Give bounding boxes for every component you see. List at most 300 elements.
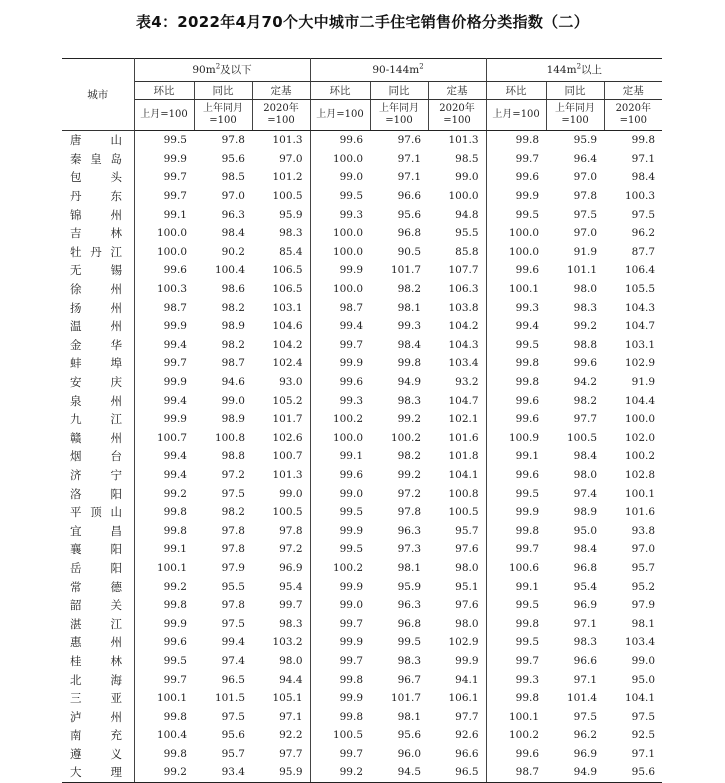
value-cell-small-yoy: 100.8 bbox=[214, 431, 245, 444]
value-cell-large-mom: 99.7 bbox=[486, 540, 546, 559]
value-cell-large-yoy: 98.4 bbox=[573, 543, 598, 556]
city-name-cell bbox=[62, 466, 134, 485]
table-row bbox=[62, 503, 662, 522]
value-cell-medium-yoy: 99.2 bbox=[397, 468, 422, 481]
value-cell-large-base: 98.4 bbox=[631, 171, 656, 184]
value-cell-small-base: 98.3 bbox=[279, 227, 303, 240]
value-cell-medium-mom: 99.9 bbox=[310, 261, 370, 280]
city-name: 秦皇岛 bbox=[70, 151, 122, 166]
value-cell-large-mom: 99.5 bbox=[486, 336, 546, 355]
value-cell-large-yoy: 101.1 bbox=[566, 264, 598, 277]
city-name: 南 充 bbox=[70, 728, 122, 743]
value-cell-large-mom: 100.6 bbox=[486, 559, 546, 578]
value-cell-medium-base: 104.1 bbox=[448, 468, 479, 481]
value-cell-small-yoy: 97.9 bbox=[221, 561, 245, 574]
value-cell-large-yoy: 94.9 bbox=[546, 763, 604, 782]
value-cell-large-yoy: 98.2 bbox=[573, 394, 598, 407]
value-cell-medium-yoy: 97.3 bbox=[397, 543, 422, 556]
table-row bbox=[62, 280, 662, 299]
value-cell-medium-base: 100.5 bbox=[448, 506, 479, 519]
table-row bbox=[62, 559, 662, 578]
table-row bbox=[62, 243, 662, 262]
city-name: 三 亚 bbox=[70, 691, 122, 706]
value-cell-medium-yoy: 98.1 bbox=[397, 561, 422, 574]
value-cell-small-base: 100.5 bbox=[272, 190, 303, 203]
subheader-mom: 环比 bbox=[486, 82, 546, 100]
value-cell-small-mom: 99.4 bbox=[163, 394, 187, 407]
base-fixed: 2020年 =100 bbox=[428, 100, 486, 131]
value-cell-large-base: 101.6 bbox=[624, 506, 656, 519]
table-row bbox=[62, 670, 662, 689]
city-name: 蚌 埠 bbox=[70, 356, 122, 371]
city-name: 济 宁 bbox=[70, 467, 122, 482]
city-name: 常 德 bbox=[70, 579, 122, 594]
value-cell-small-yoy: 98.2 bbox=[221, 506, 245, 519]
table-row bbox=[62, 261, 662, 280]
table-row bbox=[62, 726, 662, 745]
value-cell-medium-mom: 100.2 bbox=[310, 559, 370, 578]
city-name: 无 锡 bbox=[70, 263, 122, 278]
city-name-cell bbox=[62, 670, 134, 689]
city-name: 桂 林 bbox=[70, 653, 122, 668]
subheader-row bbox=[62, 82, 662, 100]
value-cell-small-base: 97.0 bbox=[279, 152, 303, 165]
table-row bbox=[62, 224, 662, 243]
table-row bbox=[62, 410, 662, 429]
value-cell-medium-yoy: 96.3 bbox=[397, 524, 422, 537]
value-cell-medium-yoy: 101.7 bbox=[390, 692, 422, 705]
value-cell-large-base: 104.3 bbox=[624, 301, 656, 314]
value-cell-large-mom: 99.4 bbox=[486, 317, 546, 336]
value-cell-medium-mom: 99.4 bbox=[310, 317, 370, 336]
value-cell-medium-base: 98.0 bbox=[455, 561, 479, 574]
value-cell-small-base: 102.6 bbox=[272, 431, 303, 444]
value-cell-small-yoy: 97.8 bbox=[221, 543, 245, 556]
value-cell-medium-yoy: 99.2 bbox=[397, 413, 422, 426]
value-cell-large-yoy: 98.0 bbox=[573, 283, 598, 296]
city-name: 湛 江 bbox=[70, 616, 122, 631]
value-cell-small-yoy: 98.9 bbox=[221, 320, 245, 333]
value-cell-small-mom: 100.1 bbox=[156, 692, 187, 705]
value-cell-large-base: 104.7 bbox=[624, 320, 656, 333]
value-cell-large-mom: 99.5 bbox=[486, 205, 546, 224]
value-cell-small-yoy: 93.4 bbox=[194, 763, 252, 782]
value-cell-small-mom: 99.6 bbox=[163, 636, 187, 649]
city-name: 襄 阳 bbox=[70, 542, 122, 557]
value-cell-large-mom: 99.8 bbox=[486, 373, 546, 392]
city-name: 锦 州 bbox=[70, 207, 122, 222]
value-cell-medium-yoy: 97.1 bbox=[397, 171, 422, 184]
value-cell-medium-mom: 99.7 bbox=[310, 614, 370, 633]
value-cell-medium-yoy: 94.5 bbox=[370, 763, 428, 782]
value-cell-small-base: 103.2 bbox=[272, 636, 303, 649]
value-cell-medium-base: 104.7 bbox=[448, 394, 479, 407]
value-cell-small-base: 106.5 bbox=[272, 283, 303, 296]
base-period-row bbox=[62, 100, 662, 131]
city-name: 九 江 bbox=[70, 412, 122, 427]
value-cell-medium-base: 103.4 bbox=[448, 357, 479, 370]
value-cell-large-mom: 99.1 bbox=[486, 577, 546, 596]
value-cell-medium-mom: 99.5 bbox=[310, 503, 370, 522]
value-cell-large-mom: 99.8 bbox=[486, 689, 546, 708]
city-name-cell bbox=[62, 447, 134, 466]
table-row bbox=[62, 336, 662, 355]
value-cell-small-base: 105.2 bbox=[272, 394, 303, 407]
value-cell-small-mom: 99.9 bbox=[163, 413, 187, 426]
city-name: 包 头 bbox=[70, 170, 122, 185]
city-name: 平顶山 bbox=[70, 505, 122, 520]
value-cell-medium-base: 103.8 bbox=[448, 301, 479, 314]
value-cell-medium-yoy: 95.6 bbox=[397, 729, 422, 742]
value-cell-large-mom: 99.5 bbox=[486, 484, 546, 503]
value-cell-medium-mom: 100.0 bbox=[310, 224, 370, 243]
value-cell-medium-yoy: 101.7 bbox=[390, 264, 422, 277]
value-cell-small-base: 99.7 bbox=[279, 599, 303, 612]
table-row bbox=[62, 131, 662, 150]
value-cell-small-yoy: 97.4 bbox=[221, 654, 245, 667]
value-cell-large-base: 102.8 bbox=[624, 468, 656, 481]
value-cell-large-mom: 99.3 bbox=[486, 298, 546, 317]
value-cell-large-yoy: 96.9 bbox=[573, 599, 598, 612]
value-cell-small-base: 93.0 bbox=[279, 376, 303, 389]
value-cell-large-mom: 100.0 bbox=[486, 224, 546, 243]
value-cell-large-yoy: 96.6 bbox=[573, 654, 598, 667]
value-cell-large-yoy: 95.0 bbox=[573, 524, 598, 537]
value-cell-small-yoy: 97.5 bbox=[221, 487, 245, 500]
value-cell-medium-yoy: 98.4 bbox=[397, 338, 422, 351]
city-name: 吉 林 bbox=[70, 226, 122, 241]
city-name: 徐 州 bbox=[70, 282, 122, 297]
city-name: 岳 阳 bbox=[70, 560, 122, 575]
table-row bbox=[62, 689, 662, 708]
city-name: 惠 州 bbox=[70, 635, 122, 650]
value-cell-large-mom: 99.6 bbox=[486, 391, 546, 410]
value-cell-small-base: 98.3 bbox=[279, 617, 303, 630]
value-cell-medium-yoy: 98.3 bbox=[397, 394, 422, 407]
city-name-cell bbox=[62, 429, 134, 448]
value-cell-small-yoy: 100.4 bbox=[214, 264, 245, 277]
value-cell-small-mom: 99.4 bbox=[163, 338, 187, 351]
subheader-yoy: 同比 bbox=[194, 82, 252, 100]
city-name-cell bbox=[62, 484, 134, 503]
value-cell-large-base: 93.8 bbox=[631, 524, 656, 537]
value-cell-medium-base: 102.9 bbox=[448, 636, 479, 649]
value-cell-medium-yoy: 90.5 bbox=[397, 245, 422, 258]
value-cell-medium-mom: 99.9 bbox=[310, 689, 370, 708]
city-name: 丹 东 bbox=[70, 189, 122, 204]
value-cell-small-base: 101.3 bbox=[272, 468, 303, 481]
value-cell-small-yoy: 98.5 bbox=[221, 171, 245, 184]
value-cell-medium-mom: 100.0 bbox=[310, 280, 370, 299]
value-cell-medium-base: 99.9 bbox=[455, 654, 479, 667]
value-cell-small-mom: 99.8 bbox=[163, 506, 187, 519]
value-cell-large-base: 106.4 bbox=[624, 264, 656, 277]
value-cell-small-base: 100.5 bbox=[272, 506, 303, 519]
value-cell-small-yoy: 95.5 bbox=[221, 580, 245, 593]
city-name-cell bbox=[62, 391, 134, 410]
value-cell-large-mom: 99.3 bbox=[486, 670, 546, 689]
value-cell-medium-mom: 100.0 bbox=[310, 429, 370, 448]
base-fixed: 2020年 =100 bbox=[604, 100, 662, 131]
value-cell-large-mom: 99.6 bbox=[486, 261, 546, 280]
value-cell-small-base: 101.7 bbox=[272, 413, 303, 426]
table-row bbox=[62, 168, 662, 187]
value-cell-small-yoy: 97.8 bbox=[221, 599, 245, 612]
value-cell-large-mom: 99.6 bbox=[486, 410, 546, 429]
value-cell-small-mom: 100.0 bbox=[156, 227, 187, 240]
value-cell-large-base: 95.0 bbox=[631, 673, 656, 686]
table-row bbox=[62, 150, 662, 169]
value-cell-medium-mom: 99.2 bbox=[310, 763, 370, 782]
value-cell-medium-base: 101.3 bbox=[448, 134, 479, 147]
value-cell-medium-base: 99.0 bbox=[455, 171, 479, 184]
value-cell-large-yoy: 97.7 bbox=[573, 413, 598, 426]
city-name-cell bbox=[62, 187, 134, 206]
value-cell-large-yoy: 101.4 bbox=[566, 692, 598, 705]
table-title: 表4：2022年4月70个大中城市二手住宅销售价格分类指数（二） bbox=[135, 13, 590, 31]
value-cell-large-mom: 100.0 bbox=[486, 243, 546, 262]
city-name-cell bbox=[62, 689, 134, 708]
value-cell-medium-mom: 99.7 bbox=[310, 745, 370, 764]
table-row bbox=[62, 745, 662, 764]
value-cell-small-yoy: 98.6 bbox=[221, 283, 245, 296]
value-cell-large-yoy: 98.3 bbox=[573, 636, 598, 649]
value-cell-small-base: 96.9 bbox=[279, 561, 303, 574]
value-cell-medium-mom: 99.0 bbox=[310, 168, 370, 187]
value-cell-medium-mom: 99.0 bbox=[310, 484, 370, 503]
city-name: 牡丹江 bbox=[70, 244, 122, 259]
value-cell-large-base: 100.3 bbox=[624, 190, 656, 203]
city-name: 宜 昌 bbox=[70, 523, 122, 538]
value-cell-small-yoy: 97.8 bbox=[221, 524, 245, 537]
value-cell-medium-mom: 98.7 bbox=[310, 298, 370, 317]
value-cell-large-base: 103.1 bbox=[624, 338, 656, 351]
value-cell-small-mom: 99.4 bbox=[163, 468, 187, 481]
value-cell-small-base: 98.0 bbox=[279, 654, 303, 667]
city-name: 赣 州 bbox=[70, 430, 122, 445]
table-body bbox=[62, 131, 662, 783]
price-index-table bbox=[62, 58, 662, 783]
value-cell-medium-base: 106.1 bbox=[448, 692, 479, 705]
base-yoy: 上年同月 =100 bbox=[194, 100, 252, 131]
value-cell-medium-base: 102.1 bbox=[448, 413, 479, 426]
value-cell-large-yoy: 97.0 bbox=[573, 227, 598, 240]
group-header-large: $144m^2$以上 bbox=[486, 59, 662, 82]
table-row bbox=[62, 373, 662, 392]
value-cell-large-yoy: 94.2 bbox=[573, 376, 598, 389]
value-cell-large-yoy: 95.9 bbox=[573, 134, 598, 147]
value-cell-medium-mom: 99.1 bbox=[310, 447, 370, 466]
value-cell-medium-yoy: 97.2 bbox=[397, 487, 422, 500]
city-name-cell bbox=[62, 336, 134, 355]
value-cell-large-base: 97.5 bbox=[631, 710, 656, 723]
base-mom: 上月=100 bbox=[486, 100, 546, 131]
city-name: 北 海 bbox=[70, 672, 122, 687]
city-name-cell bbox=[62, 652, 134, 671]
subheader-base: 定基 bbox=[604, 82, 662, 100]
value-cell-large-base: 104.1 bbox=[624, 692, 656, 705]
value-cell-medium-yoy: 96.0 bbox=[397, 747, 422, 760]
value-cell-medium-mom: 99.3 bbox=[310, 205, 370, 224]
table-row bbox=[62, 540, 662, 559]
value-cell-medium-yoy: 96.8 bbox=[397, 227, 422, 240]
table-row bbox=[62, 633, 662, 652]
value-cell-large-base: 97.5 bbox=[631, 208, 656, 221]
value-cell-large-mom: 99.9 bbox=[486, 187, 546, 206]
city-name: 金 华 bbox=[70, 337, 122, 352]
table-row bbox=[62, 763, 662, 782]
value-cell-large-yoy: 99.6 bbox=[573, 357, 598, 370]
value-cell-small-mom: 99.2 bbox=[163, 487, 187, 500]
value-cell-small-mom: 99.7 bbox=[163, 171, 187, 184]
value-cell-large-mom: 99.8 bbox=[486, 354, 546, 373]
value-cell-medium-mom: 99.7 bbox=[310, 652, 370, 671]
group-header-small: $90m^2$及以下 bbox=[134, 59, 310, 82]
city-name-cell bbox=[62, 280, 134, 299]
city-name-cell bbox=[62, 540, 134, 559]
value-cell-large-base: 96.2 bbox=[631, 227, 656, 240]
value-cell-large-mom: 100.1 bbox=[486, 280, 546, 299]
value-cell-small-base: 101.2 bbox=[272, 171, 303, 184]
value-cell-small-base: 95.9 bbox=[279, 208, 303, 221]
city-name-cell bbox=[62, 243, 134, 262]
value-cell-medium-base: 85.8 bbox=[455, 245, 479, 258]
value-cell-medium-base: 98.5 bbox=[455, 152, 479, 165]
value-cell-medium-mom: 99.6 bbox=[310, 131, 370, 150]
value-cell-medium-yoy: 94.9 bbox=[397, 376, 422, 389]
value-cell-large-yoy: 91.9 bbox=[573, 245, 598, 258]
value-cell-medium-base: 100.8 bbox=[448, 487, 479, 500]
value-cell-small-yoy: 90.2 bbox=[221, 245, 245, 258]
value-cell-small-mom: 99.1 bbox=[163, 543, 187, 556]
value-cell-small-mom: 99.2 bbox=[134, 763, 194, 782]
value-cell-medium-mom: 99.9 bbox=[310, 577, 370, 596]
value-cell-large-mom: 99.8 bbox=[486, 131, 546, 150]
value-cell-medium-yoy: 100.2 bbox=[390, 431, 422, 444]
city-name-cell bbox=[62, 317, 134, 336]
value-cell-small-base: 101.3 bbox=[272, 134, 303, 147]
value-cell-large-base: 100.0 bbox=[624, 413, 656, 426]
city-name-cell bbox=[62, 707, 134, 726]
subheader-yoy: 同比 bbox=[370, 82, 428, 100]
value-cell-large-mom: 99.5 bbox=[486, 633, 546, 652]
table-row bbox=[62, 447, 662, 466]
base-mom: 上月=100 bbox=[310, 100, 370, 131]
group-header-medium: $90-144m^2$ bbox=[310, 59, 486, 82]
value-cell-medium-mom: 99.6 bbox=[310, 466, 370, 485]
value-cell-large-yoy: 99.2 bbox=[573, 320, 598, 333]
value-cell-small-base: 99.0 bbox=[279, 487, 303, 500]
value-cell-small-yoy: 94.6 bbox=[221, 376, 245, 389]
price-index-table-wrapper bbox=[62, 58, 661, 783]
value-cell-small-mom: 99.8 bbox=[163, 747, 187, 760]
subheader-mom: 环比 bbox=[310, 82, 370, 100]
city-name: 洛 阳 bbox=[70, 486, 122, 501]
value-cell-large-mom: 99.8 bbox=[486, 521, 546, 540]
value-cell-large-base: 104.4 bbox=[624, 394, 656, 407]
value-cell-small-yoy: 99.0 bbox=[221, 394, 245, 407]
value-cell-large-base: 95.2 bbox=[631, 580, 656, 593]
value-cell-large-yoy: 96.4 bbox=[573, 152, 598, 165]
value-cell-medium-base: 93.2 bbox=[455, 376, 479, 389]
value-cell-large-base: 97.1 bbox=[631, 747, 656, 760]
value-cell-small-yoy: 97.2 bbox=[221, 468, 245, 481]
value-cell-large-yoy: 100.5 bbox=[566, 431, 598, 444]
city-name-cell bbox=[62, 224, 134, 243]
city-name: 泸 州 bbox=[70, 709, 122, 724]
value-cell-small-base: 97.2 bbox=[279, 543, 303, 556]
value-cell-large-base: 91.9 bbox=[631, 376, 656, 389]
value-cell-medium-base: 104.2 bbox=[448, 320, 479, 333]
value-cell-large-mom: 99.7 bbox=[486, 652, 546, 671]
value-cell-medium-mom: 100.0 bbox=[310, 243, 370, 262]
value-cell-large-yoy: 98.0 bbox=[573, 468, 598, 481]
value-cell-large-base: 102.0 bbox=[624, 431, 656, 444]
value-cell-medium-mom: 100.0 bbox=[310, 150, 370, 169]
value-cell-medium-base: 107.7 bbox=[448, 264, 479, 277]
value-cell-medium-yoy: 96.7 bbox=[397, 673, 422, 686]
value-cell-small-mom: 99.7 bbox=[163, 190, 187, 203]
value-cell-medium-base: 101.8 bbox=[448, 450, 479, 463]
value-cell-small-yoy: 99.4 bbox=[221, 636, 245, 649]
value-cell-small-yoy: 95.7 bbox=[221, 747, 245, 760]
value-cell-large-base: 105.5 bbox=[624, 283, 656, 296]
table-row bbox=[62, 577, 662, 596]
city-name-cell bbox=[62, 354, 134, 373]
value-cell-small-base: 97.7 bbox=[279, 747, 303, 760]
base-fixed: 2020年 =100 bbox=[252, 100, 310, 131]
value-cell-large-mom: 100.9 bbox=[486, 429, 546, 448]
city-name-cell bbox=[62, 726, 134, 745]
value-cell-small-yoy: 97.8 bbox=[221, 134, 245, 147]
value-cell-large-base: 95.6 bbox=[604, 763, 662, 782]
city-name: 韶 关 bbox=[70, 598, 122, 613]
value-cell-medium-yoy: 97.8 bbox=[397, 506, 422, 519]
value-cell-medium-yoy: 98.1 bbox=[397, 301, 422, 314]
value-cell-medium-yoy: 98.1 bbox=[397, 710, 422, 723]
city-name-cell bbox=[62, 373, 134, 392]
value-cell-medium-mom: 99.9 bbox=[310, 354, 370, 373]
table-row bbox=[62, 317, 662, 336]
table-row bbox=[62, 596, 662, 615]
value-cell-medium-base: 96.5 bbox=[428, 763, 486, 782]
value-cell-small-mom: 100.1 bbox=[156, 561, 187, 574]
value-cell-large-mom: 99.7 bbox=[486, 150, 546, 169]
value-cell-small-base: 100.7 bbox=[272, 450, 303, 463]
subheader-base: 定基 bbox=[252, 82, 310, 100]
value-cell-large-yoy: 98.4 bbox=[573, 450, 598, 463]
value-cell-small-base: 104.6 bbox=[272, 320, 303, 333]
value-cell-small-mom: 99.2 bbox=[163, 580, 187, 593]
value-cell-large-mom: 100.2 bbox=[486, 726, 546, 745]
value-cell-large-mom: 99.6 bbox=[486, 466, 546, 485]
value-cell-small-mom: 99.5 bbox=[163, 134, 187, 147]
table-row bbox=[62, 521, 662, 540]
value-cell-large-mom: 100.1 bbox=[486, 707, 546, 726]
value-cell-large-base: 97.9 bbox=[631, 599, 656, 612]
value-cell-small-mom: 100.7 bbox=[156, 431, 187, 444]
city-name: 扬 州 bbox=[70, 300, 122, 315]
value-cell-small-yoy: 96.3 bbox=[221, 208, 245, 221]
value-cell-large-yoy: 97.5 bbox=[573, 710, 598, 723]
value-cell-large-base: 97.0 bbox=[631, 543, 656, 556]
value-cell-small-yoy: 98.2 bbox=[221, 301, 245, 314]
value-cell-medium-base: 95.1 bbox=[455, 580, 479, 593]
value-cell-small-mom: 99.9 bbox=[163, 376, 187, 389]
table-row bbox=[62, 707, 662, 726]
value-cell-medium-base: 98.0 bbox=[455, 617, 479, 630]
value-cell-small-base: 85.4 bbox=[279, 245, 303, 258]
